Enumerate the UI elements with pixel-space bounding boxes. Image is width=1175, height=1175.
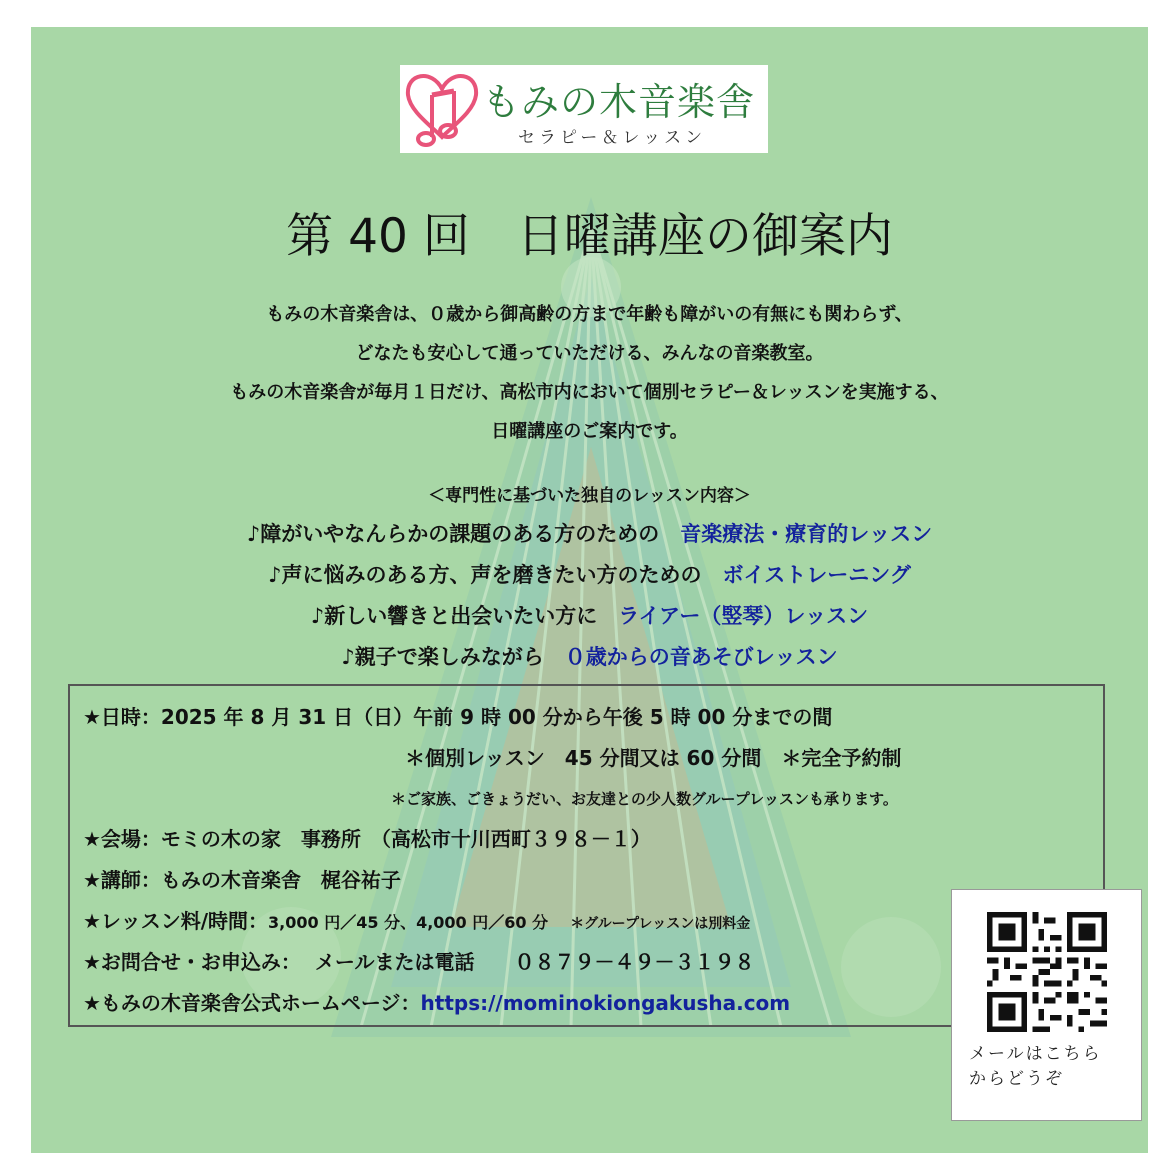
- lesson-item: [31, 637, 1148, 678]
- qr-card: [951, 889, 1142, 1121]
- intro-line: もみの木音楽舎は、０歳から御高齢の方まで年齢も障がいの有無にも関わらず、: [266, 304, 913, 325]
- lesson-lead: ♪親子で楽しみながら: [341, 645, 565, 669]
- lesson-highlight: 音楽療法・療育的レッスン: [680, 522, 933, 546]
- logo: [400, 65, 768, 153]
- qr-caption-line: からどうぞ: [969, 1069, 1064, 1089]
- contact: ★お問合せ・お申込み： メールまたは電話 ０８７９－４９－３１９８: [83, 950, 755, 974]
- lesson-length: ＊個別レッスン 45 分間又は 60 分間 ＊完全予約制: [405, 746, 902, 770]
- homepage: [83, 987, 790, 1016]
- lesson-highlight: ボイストレーニング: [722, 563, 911, 587]
- lesson-content-heading: ＜専門性に基づいた独自のレッスン内容＞: [428, 486, 751, 506]
- homepage-link[interactable]: https://mominokiongakusha.com: [420, 991, 791, 1015]
- intro-text: [31, 295, 1148, 451]
- page-title: 第 40 回 日曜講座の御案内: [286, 209, 893, 264]
- group-lesson-note: ＊ご家族、ごきょうだい、お友達との少人数グループレッスンも承ります。: [391, 790, 898, 808]
- intro-line: どなたも安心して通っていただける、みんなの音楽教室。: [355, 343, 824, 364]
- fee-label: ★レッスン料/時間：: [83, 909, 269, 933]
- intro-line: もみの木音楽舎が毎月１日だけ、高松市内において個別セラピー＆レッスンを実施する、: [230, 382, 949, 403]
- lesson-item: [31, 596, 1148, 637]
- lesson-list: [31, 514, 1148, 678]
- homepage-label: ★もみの木音楽舎公式ホームページ：: [83, 991, 421, 1015]
- lesson-lead: ♪声に悩みのある方、声を磨きたい方のための: [268, 563, 723, 587]
- fee-note: ＊グループレッスンは別料金: [570, 916, 751, 932]
- lesson-highlight: ０歳からの音あそびレッスン: [564, 645, 838, 669]
- lesson-highlight: ライアー（竪琴）レッスン: [618, 604, 869, 628]
- flyer-panel: [31, 27, 1148, 1153]
- fee-value: 3,000 円／45 分、4,000 円／60 分: [268, 913, 549, 932]
- qr-caption-line: メールはこちら: [969, 1044, 1102, 1064]
- lesson-item: [31, 555, 1148, 596]
- lesson-fee: [83, 905, 750, 934]
- heart-music-note-icon: [402, 67, 482, 151]
- teacher: ★講師：もみの木音楽舎 梶谷祐子: [83, 868, 401, 892]
- intro-line: 日曜講座のご案内です。: [491, 421, 688, 442]
- qr-code-icon[interactable]: [987, 912, 1107, 1032]
- lesson-item: [31, 514, 1148, 555]
- logo-subtitle: セラピー＆レッスン: [518, 128, 707, 148]
- lesson-lead: ♪新しい響きと出会いたい方に: [310, 604, 619, 628]
- qr-caption: [969, 1042, 1102, 1092]
- lesson-lead: ♪障がいやなんらかの課題のある方のための: [246, 522, 681, 546]
- datetime: ★日時：2025 年 8 月 31 日（日）午前 9 時 00 分から午後 5 時 00 分までの間: [83, 705, 833, 729]
- logo-name: もみの木音楽舎: [482, 80, 756, 124]
- venue: ★会場：モミの木の家 事務所 （高松市十川西町３９８－１）: [83, 827, 651, 851]
- details-box: [68, 684, 1105, 1027]
